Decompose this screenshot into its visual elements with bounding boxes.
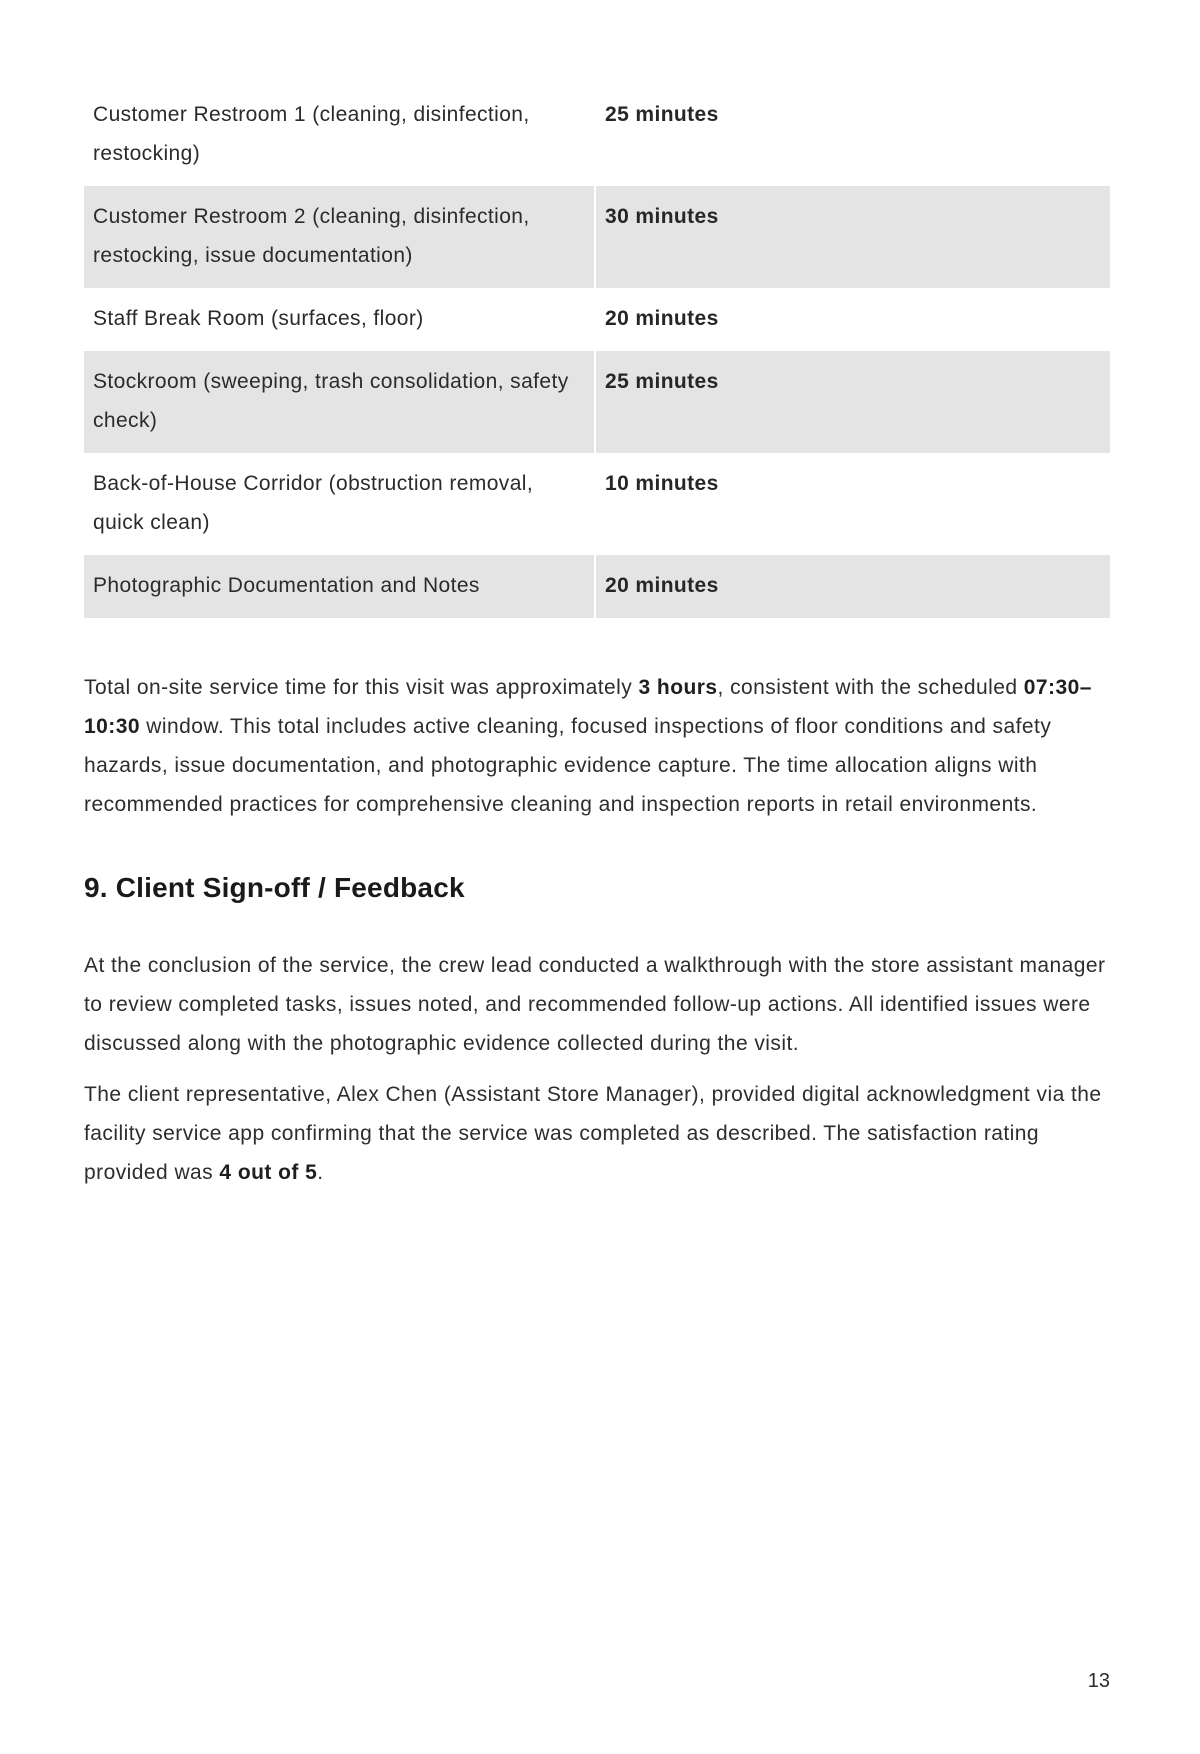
table-row: [84, 453, 1110, 555]
page-number: 13: [1087, 1670, 1110, 1692]
satisfaction-rating: 4 out of 5: [219, 1161, 318, 1184]
table-row: [84, 351, 1110, 453]
table-row: [84, 288, 1110, 351]
table-cell-duration: 20 minutes: [595, 555, 1110, 618]
table-cell-area: Customer Restroom 1 (cleaning, disinfection, restocking): [84, 84, 595, 186]
table-row: [84, 84, 1110, 186]
summary-text: Total on-site service time for this visit was approximately: [84, 676, 639, 699]
service-time-summary: [84, 668, 1110, 824]
section-heading: 9. Client Sign-off / Feedback: [84, 872, 465, 903]
summary-text: window. This total includes active cleaning, focused inspections of floor conditions and safety hazards, issue documentation, and photographic evidence capture. The time allocation aligns with recommended practices for comprehensive cleaning and inspection reports in retail environments.: [84, 715, 1052, 816]
table-cell-duration: 25 minutes: [595, 351, 1110, 453]
acknowledgment-paragraph: [84, 1075, 1110, 1192]
summary-text: , consistent with the scheduled: [717, 676, 1024, 699]
walkthrough-paragraph: At the conclusion of the service, the crew lead conducted a walkthrough with the store assistant manager to review completed tasks, issues noted, and recommended follow-up actions. All identified issues were discussed along with the photographic evidence collected during the visit.: [84, 954, 1106, 1055]
time-allocation-table-body: [84, 84, 1110, 618]
table-row: [84, 186, 1110, 288]
acknowledgment-end: .: [317, 1161, 324, 1184]
scheduled-window: 07:30–10:30: [84, 676, 1092, 738]
table-cell-area: Staff Break Room (surfaces, floor): [84, 288, 595, 351]
table-row: [84, 555, 1110, 618]
table-cell-duration: 20 minutes: [605, 307, 719, 330]
acknowledgment-text: The client representative, Alex Chen (Assistant Store Manager), provided digital acknowledgment via the facility service app confirming that the service was completed as described. The satisfaction rating provided was: [84, 1083, 1102, 1184]
table-cell-area: Customer Restroom 2 (cleaning, disinfection, restocking, issue documentation): [84, 186, 595, 288]
time-allocation-table: [84, 84, 1110, 618]
document-page: [84, 84, 1110, 1192]
table-cell-duration: 30 minutes: [595, 186, 1110, 288]
table-cell-duration: 10 minutes: [605, 472, 719, 495]
table-cell-duration: 25 minutes: [605, 103, 719, 126]
table-cell-area: Back-of-House Corridor (obstruction removal, quick clean): [84, 453, 595, 555]
table-cell-area: Stockroom (sweeping, trash consolidation, safety check): [84, 351, 595, 453]
total-hours: 3 hours: [638, 676, 718, 699]
table-cell-area: Photographic Documentation and Notes: [84, 555, 595, 618]
